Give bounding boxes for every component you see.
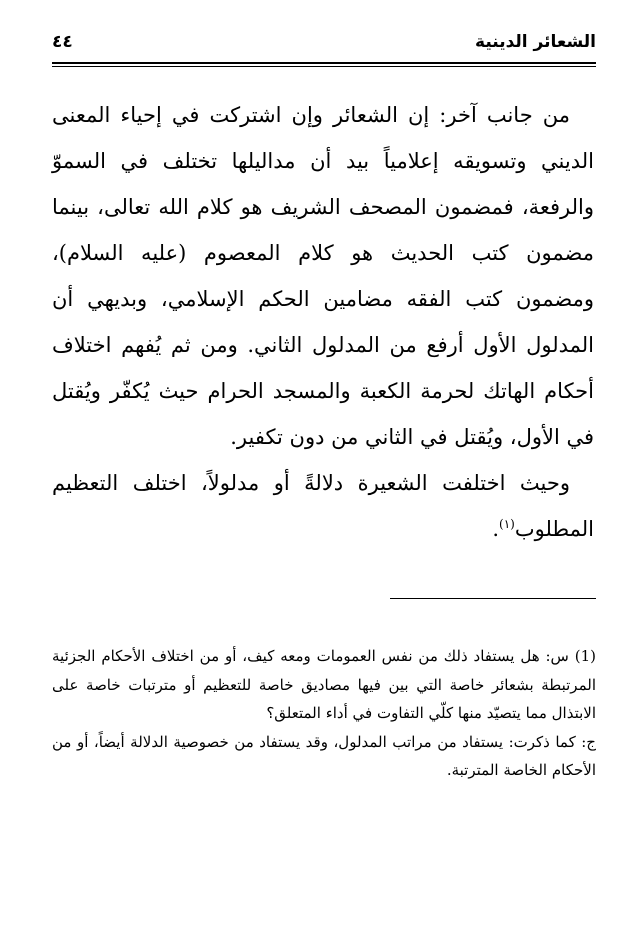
footnotes [52,642,596,785]
footnote-divider [390,598,596,599]
footnote-reference: (١) [499,517,515,531]
header-rule-thin [52,66,596,67]
paragraph-2 [52,460,594,552]
paragraph-2-text: وحيث اختلفت الشعيرة دلالةً أو مدلولاً، اختلف التعظيم المطلوب [52,471,594,541]
main-text [52,92,594,552]
header-rule-thick [52,62,596,64]
footnote-answer: ج: كما ذكرت: يستفاد من مراتب المدلول، وقد يستفاد من خصوصية الدلالة أيضاً، أو من الأحكام الخاصة المترتبة. [52,732,596,779]
paragraph-1: من جانب آخر: إن الشعائر وإن اشتركت في إحياء المعنى الديني وتسويقه إعلامياً بيد أن مداليلها تختلف في السموّ والرفعة، فمضمون المصحف الشريف هو كلام الله تعالى، بينما مضمون كتب الحديث هو كلام المعصوم (عليه السلام)، ومضمون كتب الفقه مضامين الحكم الإسلامي، وبديهي أن المدلول الأول أرفع من المدلول الثاني. ومن ثم يُفهم اختلاف أحكام الهاتك لحرمة الكعبة والمسجد الحرام حيث يُكفّر ويُقتل في الأول، ويُقتل في الثاني من دون تكفير. [52,103,594,449]
page-number: ٤٤ [52,32,73,52]
footnote-question: (1) س: هل يستفاد ذلك من نفس العمومات ومعه كيف، أو من اختلاف الأحكام الجزئية المرتبطة بشعائر خاصة التي بين فيها مصاديق خاصة للتعظيم أو مترتبات خاصة على الابتذال مما يتصيّد منها كلّي التفاوت في أداء المتعلق؟ [52,647,596,722]
page-header [52,28,596,60]
running-title: الشعائر الدينية [475,32,596,52]
paragraph-2-end: . [492,517,499,541]
